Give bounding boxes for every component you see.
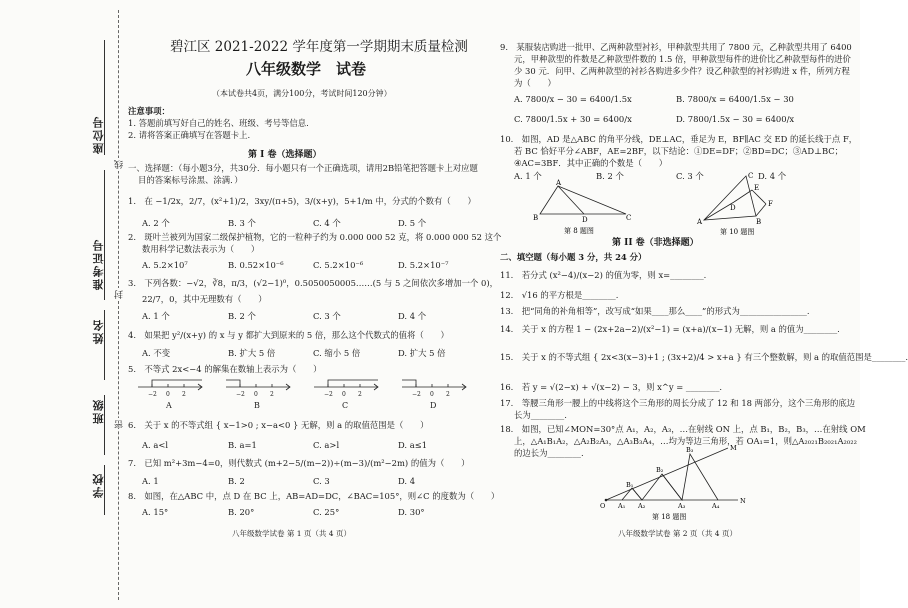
q8-option-a: A. 15° — [142, 507, 169, 517]
q2-option-b: B. 0.52×10⁻⁶ — [228, 260, 284, 270]
label-a4: A₄ — [712, 502, 720, 510]
label-a2: A₂ — [638, 502, 646, 510]
question-2: 2. 斑叶兰被列为国家二级保护植物，它的一粒种子约为 0.000 000 52 克，将 0.000 000 52 这个 — [128, 232, 502, 242]
q1-option-a: A. 2 个 — [142, 218, 170, 228]
class-underline — [104, 395, 105, 455]
q5-option-a: A — [166, 401, 172, 410]
q9-option-a: A. 7800/x − 30 = 6400/1.5x — [514, 94, 632, 104]
question-14: 14. 关于 x 的方程 1 − (2x+2a−2)/(x²−1) = (x+a)/(x−1) 无解，则 a 的值为________. — [500, 324, 840, 334]
tick-d-2: 2 — [446, 391, 450, 398]
q5-option-b: B — [254, 401, 260, 410]
q4-option-b: B. 扩大 5 倍 — [228, 348, 276, 358]
label-c: C — [748, 172, 754, 180]
q2-option-a: A. 5.2×10⁷ — [142, 260, 188, 270]
label-d: D — [730, 204, 736, 212]
label-b2: B₂ — [656, 466, 664, 474]
tick-b-2: 2 — [270, 391, 274, 398]
question-9-cont3: 为（ ） — [514, 78, 556, 88]
q2-option-c: C. 5.2×10⁻⁶ — [313, 260, 364, 270]
right-page — [500, 0, 908, 608]
part1-section-cont: 目的答案标号涂黑、涂满．） — [138, 175, 243, 185]
part1-title: 第 I 卷（选择题） — [248, 150, 322, 160]
q1-option-c: C. 4 个 — [313, 218, 341, 228]
q4-option-d: D. 扩大 5 倍 — [398, 348, 446, 358]
q3-option-a: A. 1 个 — [142, 311, 170, 321]
label-c: C — [626, 214, 632, 222]
question-18-cont2: 的边长为________. — [514, 448, 584, 458]
label-d: D — [582, 216, 588, 224]
school-underline — [104, 465, 105, 515]
q7-option-b: B. 2 — [228, 476, 245, 486]
label-a3: A₃ — [678, 502, 686, 510]
part2-section: 二、填空题（每小题 3 分，共 24 分） — [500, 252, 647, 262]
q10-option-d: D. 4 个 — [758, 171, 787, 181]
q8-option-b: B. 20° — [228, 507, 255, 517]
label-f: F — [768, 200, 773, 208]
figure-10 — [696, 172, 786, 236]
name-label: 姓名 — [92, 318, 105, 344]
part2-title: 第 II 卷（非选择题） — [612, 238, 699, 248]
q10-option-c: C. 3 个 — [676, 171, 704, 181]
question-10-cont2: ④AC=3BF．其中正确的个数是（ ） — [514, 158, 668, 168]
school-label: 学校 — [92, 472, 105, 498]
tick-d-0: 0 — [430, 391, 434, 398]
label-m: M — [730, 444, 737, 452]
seal-word: 封 — [115, 290, 125, 299]
question-4: 4. 如果把 y²/(x+y) 的 x 与 y 都扩大到原来的 5 倍，那么这个代数式的值将（ ） — [128, 330, 449, 340]
question-9: 9. 某服装店购进一批甲、乙两种款型衬衫，甲种款型共用了 7800 元，乙种款型共用了 6400 — [500, 42, 852, 52]
number-line-a — [138, 380, 202, 390]
question-5: 5. 不等式 2x<−4 的解集在数轴上表示为（ ） — [128, 364, 322, 374]
q9-option-d: D. 7800/1.5x − 30 = 6400/x — [676, 114, 795, 124]
exam-no-underline — [104, 170, 105, 300]
q4-option-a: A. 不变 — [142, 348, 171, 358]
q6-option-d: D. a≤1 — [398, 440, 428, 450]
q9-option-c: C. 7800/1.5x + 30 = 6400/x — [514, 114, 632, 124]
q10-option-a: A. 1 个 — [514, 171, 542, 181]
q6-option-c: C. a>l — [313, 440, 340, 450]
exam-info: （本试卷共4页，满分100分，考试时间120分钟） — [212, 89, 392, 98]
figure-18 — [600, 442, 750, 522]
question-17: 17. 等腰三角形一腰上的中线将这个三角形的周长分成了 12 和 18 两部分，这个三角形的底边 — [500, 398, 856, 408]
number-line-b — [226, 380, 290, 390]
ray-om — [606, 448, 728, 500]
class-label: 班级 — [92, 398, 105, 424]
fig10-caption: 第 10 题图 — [720, 228, 755, 236]
q7-option-d: D. 4 — [398, 476, 416, 486]
question-16: 16. 若 y = √(2−x) + √(x−2) − 3，则 x^y = ________. — [500, 382, 723, 392]
question-10-cont: 若 BC 恰好平分∠ABF，AE=2BF，以下结论：①DE=DF；②BD=DC；③AD⊥BC； — [514, 146, 844, 156]
tick-a-2: 2 — [182, 391, 186, 398]
q7-option-a: A. 1 — [142, 476, 159, 486]
label-b: B — [533, 214, 539, 222]
question-9-cont2: 少 30 元．问甲、乙两种款型的衬衫各购进多少件？设乙种款型的衬衫购进 x 件，所列方程 — [514, 66, 850, 76]
question-2-cont: 数用科学记数法表示为（ ） — [142, 244, 260, 254]
q4-option-c: C. 缩小 5 倍 — [313, 348, 361, 358]
footer-right: 八年级数学试卷 第 2 页（共 4 页） — [618, 529, 737, 538]
question-10: 10. 如图，AD 是△ABC 的角平分线，DE⊥AC，垂足为 E，BF∥AC 交 ED 的延长线于点 F， — [500, 134, 858, 144]
q6-option-a: A. a<l — [142, 440, 169, 450]
number-line-d — [402, 380, 466, 390]
secret-word: 密 — [115, 420, 125, 429]
label-b3: B₃ — [686, 446, 694, 454]
q8-option-d: D. 30° — [398, 507, 425, 517]
note-2: 2. 请将答案正确填写在答题卡上. — [128, 130, 251, 140]
question-9-cont: 元，甲种款型的件数是乙种款型件数的 1.5 倍，甲种款型每件的进价比乙种款型每件的进价 — [514, 54, 851, 64]
q1-option-b: B. 3 个 — [228, 218, 256, 228]
tick-a-0: 0 — [166, 391, 170, 398]
question-17-cont: 长为________. — [514, 410, 567, 420]
note-1: 1. 答题前填写好自己的姓名、班级、考号等信息. — [128, 118, 309, 128]
left-page — [128, 0, 502, 608]
label-b1: B₁ — [626, 481, 634, 489]
label-a1: A₁ — [618, 502, 626, 510]
q3-option-d: D. 4 个 — [398, 311, 427, 321]
question-12: 12. √16 的平方根是________. — [500, 290, 619, 300]
q3-option-b: B. 2 个 — [228, 311, 256, 321]
question-6: 6. 关于 x 的不等式组 { x−1>0 ; x−a<0 } 无解，则 a 的取值范围是（ ） — [128, 420, 429, 430]
number-line-c — [314, 380, 378, 390]
binding-margin — [0, 0, 128, 608]
seat-label: 座位号 — [92, 115, 105, 154]
q2-option-d: D. 5.2×10⁻⁷ — [398, 260, 449, 270]
question-3-cont: 22/7，0，其中无理数有（ ） — [142, 294, 267, 304]
exam-no-label: 准考证号 — [92, 238, 105, 290]
notes-title: 注意事项： — [128, 106, 170, 116]
q5-option-d: D — [430, 401, 437, 410]
question-18: 18. 如图，已知∠MON=30°点 A₁，A₂，A₃，…在射线 ON 上，点 B₁，B₂，B₃，…在射线 OM — [500, 424, 866, 434]
q3-option-c: C. 3 个 — [313, 311, 341, 321]
q7-option-c: C. 3 — [313, 476, 330, 486]
label-o: O — [600, 502, 606, 510]
question-15: 15. 关于 x 的不等式组 { 2x<3(x−3)+1 ; (3x+2)/4 > x+a } 有三个整数解，则 a 的取值范围是________. — [500, 352, 908, 362]
seal-line — [118, 10, 119, 600]
tick-a-neg2: −2 — [148, 391, 157, 398]
question-3: 3. 下列各数：−√2，∛8，π/3，(√2−1)⁰，0.5050050005……(5 与 5 之间依次多增加一个 0)， — [128, 278, 498, 288]
exam-subject: 八年级数学 试卷 — [246, 60, 367, 78]
tick-c-neg2: −2 — [324, 391, 333, 398]
question-18-cont: 上，△A₁B₁A₂，△A₂B₂A₃，△A₃B₃A₄，…均为等边三角形，若 OA₁=1，则△A₂₀₂₁B₂₀₂₁A₂₀₂₂ — [514, 436, 857, 446]
question-8: 8. 如图，在△ABC 中，点 D 在 BC 上，AB=AD=DC，∠BAC=105°，则∠C 的度数为（ ） — [128, 491, 500, 501]
tick-b-0: 0 — [254, 391, 258, 398]
question-1: 1. 在 −1/2x，2/7，(x²+1)/2，3xy/(π+5)，3/(x+y)，5+1/m 中，分式的个数有（ ） — [128, 196, 476, 206]
figure-8 — [530, 180, 640, 236]
part1-section: 一、选择题：（每小题3分，共30分．每小题只有一个正确选项，请用2B铅笔把答题卡上对应题 — [128, 163, 478, 173]
footer-left: 八年级数学试卷 第 1 页（共 4 页） — [232, 529, 351, 538]
q6-option-b: B. a=1 — [228, 440, 257, 450]
name-underline — [104, 310, 105, 380]
tick-c-2: 2 — [358, 391, 362, 398]
triangle-cab — [704, 176, 756, 220]
line-word: 线 — [115, 160, 125, 169]
label-b: B — [756, 218, 762, 226]
question-13: 13. 把“同角的补角相等”，改写成“如果____那么____”的形式为________________. — [500, 306, 810, 316]
tick-b-neg2: −2 — [236, 391, 245, 398]
q5-option-c: C — [342, 401, 349, 410]
label-a: A — [556, 179, 562, 187]
label-n: N — [740, 497, 746, 505]
q5-number-lines — [138, 377, 468, 411]
question-7: 7. 已知 m²+3m−4=0，则代数式 (m+2−5/(m−2))÷(m−3)/(m²−2m) 的值为（ ） — [128, 458, 470, 468]
fig18-caption: 第 18 题图 — [652, 513, 687, 521]
q9-option-b: B. 7800/x = 6400/1.5x − 30 — [676, 94, 794, 104]
fig8-caption: 第 8 题图 — [564, 227, 594, 235]
triangle-abc — [540, 186, 626, 214]
tick-c-0: 0 — [342, 391, 346, 398]
label-a: A — [697, 218, 703, 226]
q1-option-d: D. 5 个 — [398, 218, 427, 228]
exam-title: 碧江区 2021-2022 学年度第一学期期末质量检测 — [170, 39, 468, 55]
tick-d-neg2: −2 — [412, 391, 421, 398]
q8-option-c: C. 25° — [313, 507, 340, 517]
q10-option-b: B. 2 个 — [596, 171, 624, 181]
question-11: 11. 若分式 (x²−4)/(x−2) 的值为零，则 x=________. — [500, 270, 707, 280]
label-e: E — [754, 184, 760, 192]
seat-underline — [104, 40, 105, 155]
segment-ad — [558, 186, 584, 214]
